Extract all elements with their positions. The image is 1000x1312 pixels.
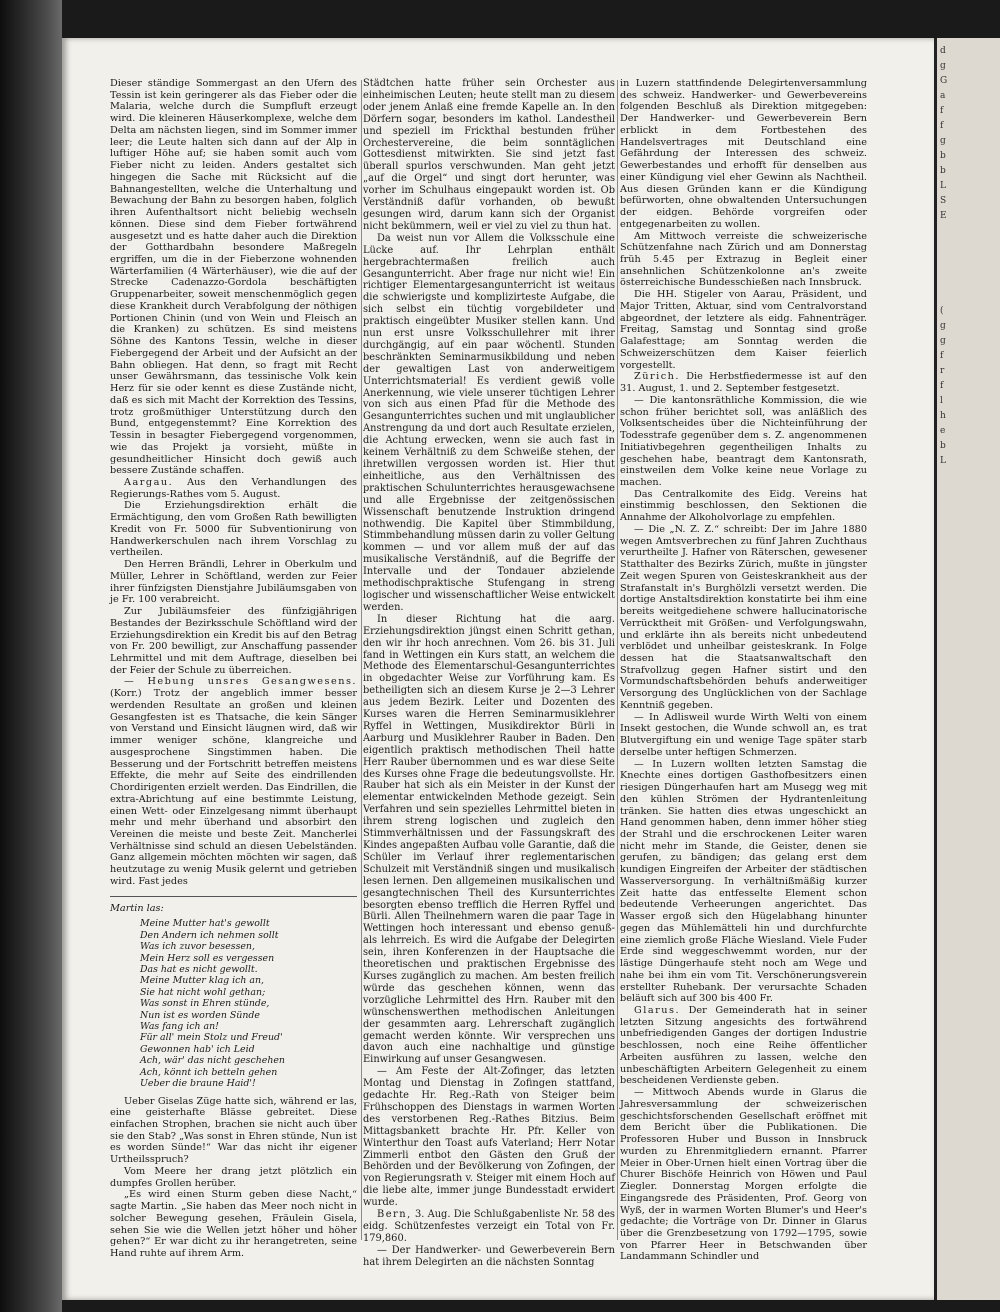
bern-text: 3. Aug. Die Schlußgabenliste Nr. 58 des eidg. Schützenfestes verzeigt ein Total von Fr. 179,860.	[363, 1209, 615, 1244]
next-page-rule	[934, 38, 937, 1300]
poem-line: Was ich zuvor besessen,	[140, 941, 255, 953]
schoeftland-jubilee-paragraph: Zur Jubiläumsfeier des fünfzigjährigen Bestandes der Bezirksschule Schöftland wird der Erziehungsdirektion ein Kredit bis auf den Betrag von Fr. 200 bewilligt, zur Anschaffung passender Lehrmittel und mit dem Auftrage, dieselben bei der Feier der Schule zu überreichen.	[110, 606, 357, 676]
zuerich-paragraph	[620, 371, 867, 394]
bern-paragraph	[363, 1209, 615, 1245]
feuilleton-separator	[110, 896, 357, 897]
edge-fragment: r	[940, 366, 945, 376]
poem-line: Für all' mein Stolz und Freud'	[140, 1032, 283, 1044]
edge-fragment: g	[940, 61, 946, 71]
edge-fragment: L	[940, 456, 946, 466]
edge-fragment: g	[940, 136, 946, 146]
poem-line: Mein Herz soll es vergessen	[140, 952, 275, 964]
brandli-mueller-paragraph: Den Herren Brändli, Lehrer in Oberkulm und Müller, Lehrer in Schöftland, werden zur Feier ihrer fünfzigsten Dienstjahre Jubiläumsgaben von je Fr. 100 verabreicht.	[110, 559, 357, 606]
poem-line: Gewonnen hab' ich Leid	[140, 1043, 255, 1055]
glarus-lead: Glarus.	[634, 1005, 681, 1017]
edge-fragment: E	[940, 211, 947, 221]
gesangwesen-paragraph	[110, 676, 357, 887]
aargau-heading-paragraph	[110, 477, 357, 500]
wettingen-kurs-paragraph: In dieser Richtung hat die aarg. Erziehungsdirektion jüngst einen Schritt gethan, den wir ihr hoch anrechnen. Vom 26. bis 31. Juli fand in Wettingen ein Kurs statt, an welchem die Methode des Elementarschul-Gesangunterrichtes in obgedachter Weise zur Vorführung kam. Es betheiligten sich an diesem Kurse je 2—3 Lehrer aus jedem Bezirk. Leiter und Dozenten des Kurses waren die Herren Seminarmusiklehrer Ryffel in Wettingen, Musikdirektor Bürli in Aarburg und Musiklehrer Rauber in Baden. Den eigentlich praktisch methodischen Theil hatte Herr Rauber übernommen und es war diese Seite des Kurses ohne Frage die bedeutungsvollste. Hr. Rauber hat sich als ein Meister in der Kunst der elementar entwickelnden Methode gezeigt. Sein Verfahren und sein spezielles Lehrmittel bieten in ihrem streng logischen und zugleich den Stimmverhältnissen und der Fassungskraft des Kindes angepaßten Aufbau volle Garantie, daß die Schüler im Verlauf ihrer reglementarischen Schulzeit mit Verständniß singen und musikalisch lesen lernen. Den allgemeinen musikalischen und gesangtechnischen Theil des Kursunterrichtes besorgten ebenso trefflich die Herren Ryffel und Bürli. Allen Theilnehmern waren die paar Tage in Wettingen hoch interessant und ebenso genuß- als lehrreich. Es wird die Aufgabe der Delegirten sein, ihren Konferenzen in der Hauptsache die theoretischen und praktischen Ergebnisse des Kurses zugänglich zu machen. Am besten freilich würde das geschehen können, wenn das vorzügliche Lehrmittel des Hrn. Rauber mit den wünschenswerthen methodischen Anleitungen der gesammten aarg. Lehrerschaft zugänglich gemacht werden könnte. Wir versprechen uns davon auch eine nachhaltige und günstige Einwirkung auf unser Gesangwesen.	[363, 613, 615, 1066]
tessin-fever-article: Dieser ständige Sommergast an den Ufern des Tessin ist kein geringerer als das Fieber oder die Malaria, welche durch die Sumpfluft erzeugt wird. Die kleineren Häuserkomplexe, welche dem Delta am nächsten liegen, sind im Sommer immer leer; die Leute halten sich dann auf der Alp in luftiger Höhe auf; sie haben somit auch vom Fieber nicht zu leiden. Anders gestaltet sich hingegen die Sache mit Rücksicht auf die Bahnangestellten, welche die Unterhaltung und Bewachung der Bahn zu besorgen haben, folglich ihren Aufenthaltsort nicht beliebig wechseln können. Diese sind dem Fieber fortwährend ausgesetzt und es hatte daher auch die Direktion der Gotthardbahn besondere Maßregeln ergriffen, um die in der Fieberzone wohnenden Wärterfamilien (4 Wärterhäuser), wie die auf der Strecke Cadenazzo-Gordola beschäftigten Gruppenarbeiter, soweit menschenmöglich gegen diese Krankheit durch Verabfolgung der nöthigen Portionen Chinin (und von Wein und Fleisch an die Kranken) zu schützen. Es sind meistens Söhne des Kantons Tessin, welche in dieser Fiebergegend der Arbeit und der Aufsicht an der Bahn obliegen. Hat denn, so fragt mit Recht unser Gewährsmann, das tessinische Volk kein Herz für sie oder kennt es diese Zustände nicht, daß es sich mit Macht der Korrektion des Tessins, trotz großmüthiger Unterstützung durch den Bund, entgegenstemmt? Eine Korrektion des Tessin in besagter Fiebergegend vorgenommen, wie das Projekt ja vorsieht, müßte in gesundheitlicher Hinsicht doch gewiß auch bessere Zustände schaffen.	[110, 78, 357, 477]
zuerich-lead: Zürich.	[634, 371, 680, 383]
geschichtsforschende-paragraph: — Mittwoch Abends wurde in Glarus die Jahresversammlung der schweizerischen geschichtsforschenden Gesellschaft eröffnet mit dem Bericht über die Publikationen. Die Professoren Huber und Busson in Innsbruck wurden zu Ehrenmitgliedern ernannt. Pfarrer Meier in Ober-Urnen hielt einen Vortrag über die Churer Bischöfe Heinrich von Höwen und Paul Ziegler. Donnerstag Morgen erfolgte die Eingangsrede des Präsidenten, Prof. Georg von Wyß, der in warmen Worten Blumer's und Heer's gedachte; die Vorträge von Dr. Dinner in Glarus über die Grenzbesetzung von 1792—1795, sowie von Pfarrer Heer in Betschwanden über Landammann Schindler und	[620, 1087, 867, 1263]
poem-line: Meine Mutter hat's gewollt	[140, 918, 270, 930]
poem-line: Den Andern ich nehmen sollt	[140, 929, 279, 941]
edge-fragment: (	[940, 306, 944, 316]
next-page-fragments	[940, 44, 998, 469]
poem-line: Das hat es nicht gewollt.	[140, 964, 258, 976]
volksschule-paragraph: Da weist nun vor Allem die Volksschule eine Lücke auf. Ihr Lehrplan enthält hergebrachtermaßen freilich auch Gesangunterricht. Aber frage nur nicht wie! Ein richtiger Elementargesangunterricht ist weitaus die schwierigste und komplizirteste Aufgabe, die sich selbst ein tüchtig vorgebildeter und praktisch eingeübter Musiker stellen kann. Und nun erst unsre Volksschullehrer mit ihrer durchgängig, auf ein paar wöchentl. Stunden beschränkten Seminarmusikbildung und neben der gewaltigen Last von anderweitigem Unterrichtsmaterial! Es verdient gewiß volle Anerkennung, wie viele unserer tüchtigen Lehrer von sich aus einen Pfad für die Methode des Gesangunterrichtes suchen und mit unglaublicher Anstrengung da und dort auch Resultate erzielen, die Achtung erwecken, wenn sie auch fast in keinem Verhältniß zu dem Schweiße stehen, der ihretwillen vergossen worden ist. Hier thut einheitliche, aus den Verhältnissen des praktischen Schulunterrichtes herausgewachsene und alle Ergebnisse der zeitgenössischen Wissenschaft benutzende Instruktion dringend nothwendig. Die Kapitel über Stimmbildung, Stimmbehandlung müssen darin zu voller Geltung kommen — und vor allem muß der auf das musikalische Verständniß, auf die Begriffe der Intervalle und der Tondauer abzielende methodischpraktische Stufengang in streng logischer und wissenschaftlicher Weise entwickelt werden.	[363, 232, 615, 613]
book-binding	[0, 0, 62, 1312]
poem-line: Nun ist es worden Sünde	[140, 1009, 260, 1021]
kommission-paragraph: — Die kantonsräthliche Kommission, die wie schon früher berichtet soll, was anläßlich des Volksentscheides über die Nichteinführung der Todesstrafe gegenüber dem s. Z. angenommenen Initiativbegehren gegentheiligen Inhalts zu geschehen habe, beantragt dem Kantonsrath, einstweilen dem Volke keine neue Vorlage zu machen.	[620, 394, 867, 488]
gesangwesen-text: (Korr.) Trotz der angeblich immer besser werdenden Resultate an großen und kleinen Gesangfesten ist es Thatsache, die kein Sänger von Verstand und Einsicht läugnen wird, daß wir immer weniger schöne, klangreiche und ausgesprochene Singstimmen haben. Die Besserung und der Fortschritt betreffen meistens Effekte, die mehr auf Seite des eindrillenden Chordirigenten erzielt werden. Das Eindrillen, die extra-Abrichtung auf eine bestimmte Leistung, einen Wett- oder Einzelgesang nimmt überhaupt mehr und mehr überhand und absorbirt den Vereinen die meiste und beste Zeit. Mancherlei Verhältnisse sind schuld an diesen Uebelständen. Ganz allgemein möchten möchten wir sagen, daß heutzutage zu wenig Musik gelernt und getrieben wird. Fast jedes	[110, 688, 357, 887]
edge-fragment: f	[940, 121, 944, 131]
poem-block	[110, 903, 357, 1090]
column-2	[363, 78, 615, 1269]
edge-fragment: f	[940, 106, 944, 116]
glarus-paragraph	[620, 1005, 867, 1087]
gesangwesen-lead: — Hebung unsres Gesangwesens.	[124, 676, 357, 688]
luzern-duenger-paragraph: — In Luzern wollten letzten Samstag die Knechte eines dortigen Gasthofbesitzers einen riesigen Düngerhaufen hart am Musegg weg mit den kühlen Strömen der Hydrantenleitung tränken. Sie hatten dies etwas ungeschickt an Hand genommen haben, denn immer höher stieg der Strahl und die erschrockenen Leiter waren nicht mehr im Stande, die Geister, denen sie gerufen, zu bändigen; das gelang erst dem kundigen Eingreifen der Arbeiter der städtischen Wasserversorgung. In verhältnißmäßig kurzer Zeit hatte das entfesselte Element schon bedeutende Verheerungen angerichtet. Das Wasser ergoß sich den Hügelabhang hinunter gegen das Mühlemätteli hin und durchfurchte eine ziemlich große Fläche Wiesland. Viele Fuder Erde sind weggeschwemmt worden, nur der lästige Düngerhaufe steht noch am Wege und nahe bei ihm ein vom Tit. Verschönerungsverein erstellter Ruhebank. Der verursachte Schaden beläuft sich auf 300 bis 400 Fr.	[620, 758, 867, 1005]
poem-line: Meine Mutter klag ich an,	[140, 975, 265, 987]
column-rule-1	[361, 80, 362, 1240]
edge-fragment: g	[940, 336, 946, 346]
bern-lead: Bern,	[377, 1209, 412, 1221]
glarus-text: Der Gemeinderath hat in seiner letzten Sitzung angesichts des fortwährend unbefriedigenden Ganges der dortigen Industrie beschlossen, noch eine Reihe öffentlicher Arbeiten ausführen zu lassen, welche den unbeschäftigten Arbeitern Gelegenheit zu einem bescheidenen Verdienste geben.	[620, 1005, 867, 1087]
poem-line: Sie hat nicht wohl gethan;	[140, 986, 266, 998]
edge-fragment: e	[940, 426, 946, 436]
poem-line: Was sonst in Ehren stünde,	[140, 998, 270, 1010]
edge-fragment: l	[940, 396, 943, 406]
gewerbeverein-paragraph: — Der Handwerker- und Gewerbeverein Bern hat ihrem Delegirten an die nächsten Sonntag	[363, 1244, 615, 1268]
stigeler-paragraph: Die HH. Stigeler von Aarau, Präsident, und Major Tritten, Aktuar, sind vom Centralvorstand abgeordnet, der letztere als eidg. Fahnenträger. Freitag, Samstag und Sonntag sind große Galafesttage; am Sonntag werden die Schweizerschützen dem Kaiser feierlich vorgestellt.	[620, 289, 867, 371]
sturm-paragraph: „Es wird einen Sturm geben diese Nacht,“ sagte Martin. „Sie haben das Meer noch nicht in solcher Bewegung gesehen, Fräulein Gisela, sehen Sie wie die Wellen jetzt höher und höher gehen?“ Er war dicht zu ihr herangetreten, seine Hand ruhte auf ihrem Arm.	[110, 1189, 357, 1260]
aargau-text: Aus den Verhandlungen des Regierungs-Rathes vom 5. August.	[110, 476, 357, 500]
schuetzenfahne-paragraph: Am Mittwoch verreiste die schweizerische Schützenfahne nach Zürich und am Donnerstag früh 5.45 per Extrazug in Begleit einer ansehnlichen Schützenkolonne an's zweite österreichische Bundesschießen nach Innsbruck.	[620, 230, 867, 289]
meere-paragraph: Vom Meere her drang jetzt plötzlich ein dumpfes Grollen herüber.	[110, 1165, 357, 1189]
edge-fragment: f	[940, 381, 944, 391]
alt-zofinger-paragraph: — Am Feste der Alt-Zofinger, das letzten Montag und Dienstag in Zofingen stattfand, gedachte Hr. Reg.-Rath von Steiger beim Frühschoppen des Dienstags in warmen Worten des verstorbenen Reg.-Rathes Bitzius. Beim Mittagsbankett brachte Hr. Pfr. Keller von Winterthur den Toast aufs Vaterland; Herr Notar Zimmerli entbot den Gästen den Gruß der Behörden und der Bevölkerung von Zofingen, der von Regierungsrath v. Steiger mit einem Hoch auf die liebe alte, immer junge Bundesstadt erwidert wurde.	[363, 1066, 615, 1209]
gisela-paragraph: Ueber Giselas Züge hatte sich, während er las, eine geisterhafte Blässe gebreitet. Diese einfachen Strophen, brachen sie nicht auch über sie den Stab? „Was sonst in Ehren stünde, Nun ist es worden Sünde!“ War das nicht ihr eigener Urtheilsspruch?	[110, 1095, 357, 1166]
poem-intro: Martin las:	[110, 902, 164, 914]
edge-fragment: b	[940, 151, 946, 161]
edge-fragment: h	[940, 411, 946, 421]
edge-fragment: b	[940, 441, 946, 451]
edge-fragment: g	[940, 321, 946, 331]
poem-line: Was fang ich an!	[140, 1021, 219, 1033]
edge-fragment: L	[940, 181, 946, 191]
aargau-lead: Aargau.	[124, 476, 174, 488]
edge-fragment: a	[940, 91, 946, 101]
column-3	[620, 78, 867, 1263]
edge-fragment: f	[940, 351, 944, 361]
hafner-paragraph: — Die „N. Z. Z.“ schreibt: Der im Jahre 1880 wegen Amtsverbrechen zu fünf Jahren Zuchthaus verurtheilte J. Hafner von Räterschen, gewesener Statthalter des Bezirks Zürich, mußte in jüngster Zeit wegen Spuren von Geisteskrankheit aus der Strafanstalt in's Burghölzli versetzt werden. Die dortige Anstaltsdirektion konstatirte bei ihm eine bereits weitgediehene schwere hallucinatorische Verrücktheit mit Größen- und Verfolgungswahn, und erklärte ihn als bereits nicht unbedeutend verblödet und unheilbar geisteskrank. In Folge dessen hat die Staatsanwaltschaft den Strafvollzug gegen Hafner sistirt und den Vormundschaftsbehörden behufs anderweitiger Versorgung des Unglücklichen von der Sachlage Kenntniß gegeben.	[620, 523, 867, 711]
next-page-edge	[934, 38, 1000, 1300]
edge-fragment: G	[940, 76, 948, 86]
erziehungsdirektion-paragraph: Die Erziehungsdirektion erhält die Ermächtigung, den vom Großen Rath bewilligten Kredit von Fr. 5000 für Subventionirung von Handwerkerschulen nach ihrem Vorschlag zu vertheilen.	[110, 500, 357, 559]
poem-line: Ach, könnt ich betteln gehen	[140, 1066, 278, 1078]
adlisweil-paragraph: — In Adlisweil wurde Wirth Welti von einem Insekt gestochen, die Wunde schwoll an, es trat Blutvergiftung ein und wenige Tage später starb derselbe unter heftigen Schmerzen.	[620, 711, 867, 758]
centralkomite-paragraph: Das Centralkomite des Eidg. Vereins hat einstimmig beschlossen, den Sektionen die Annahme der Alkoholvorlage zu empfehlen.	[620, 488, 867, 524]
poem-line: Ach, wär' das nicht geschehen	[140, 1055, 285, 1067]
zuerich-text: Die Herbstfiedermesse ist auf den 31. August, 1. und 2. September festgesetzt.	[620, 371, 867, 395]
edge-fragment: S	[940, 196, 947, 206]
poem-line: Ueber die braune Haid'!	[140, 1078, 256, 1090]
edge-fragment: d	[940, 46, 946, 56]
column-rule-2	[617, 80, 618, 1240]
edge-fragment: b	[940, 166, 946, 176]
column-1	[110, 78, 357, 1260]
orchester-paragraph: Städtchen hatte früher sein Orchester aus einheimischen Leuten; heute stellt man zu diesem oder jenem Anlaß eine fremde Kapelle an. In den Dörfern sogar, besonders im kathol. Landestheil und speziell im Frickthal bestunden früher Orchestervereine, die beim sonntäglichen Gottesdienst mitwirkten. Sie sind jetzt fast überall spurlos verschwunden. Man geht jetzt „auf die Orgel“ und singt dort herunter, was vorher im Schulhaus eingepaukt worden ist. Ob Verständniß dafür vorhanden, ob bewußt gesungen wird, darum kann sich der Organist nicht bekümmern, weil er viel zu viel zu thun hat.	[363, 78, 615, 232]
luzern-delegirten-paragraph: in Luzern stattfindende Delegirtenversammlung des schweiz. Handwerker- und Gewerbevereins folgenden Beschluß als Direktion mitgegeben: Der Handwerker- und Gewerbeverein Bern erblickt in dem Fortbestehen des Handelsvertrages mit Deutschland eine Gefährdung der Interessen des schweiz. Gewerbestandes und erhofft für denselben aus einer Kündigung viel eher Gewinn als Nachtheil. Aus diesen Gründen kann er die Kündigung befürworten, ohne obwaltenden Untersuchungen der eidgen. Behörde vorgreifen oder entgegenarbeiten zu wollen.	[620, 78, 867, 230]
